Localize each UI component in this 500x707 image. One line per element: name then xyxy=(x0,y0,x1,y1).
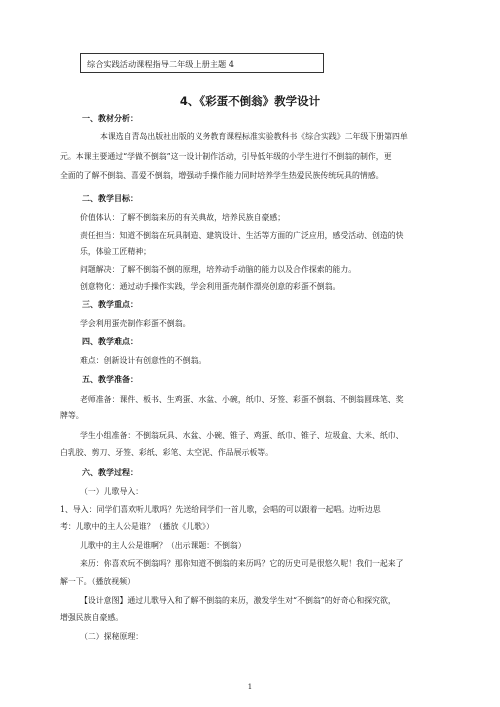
header-box: 综合实践活动课程指导二年级上册主题 4 xyxy=(80,53,324,73)
s1-line-2: 元。本课主要通过“学做不倒翁”这一设计制作活动，引导低年级的小学生进行不倒翁的制作，更 xyxy=(60,152,392,161)
section-6-heading: 六、教学过程： xyxy=(82,468,138,477)
s2-line-5: 创意物化：通过动手操作实践，学会利用蛋壳制作漂亮创意的彩蛋不倒翁。 xyxy=(80,282,341,291)
s1-line-1: 本课选自青岛出版社出版的义务教育课程标准实验教科书《综合实践》二年级下册第四单 xyxy=(100,132,408,141)
s1-line-3: 全面的了解不倒翁、喜爱不倒翁，增强动手操作能力同时培养学生热爱民族传统玩具的情感。 xyxy=(60,171,384,180)
section-5-heading: 五、教学准备： xyxy=(82,375,138,384)
s5-line-3: 学生小组准备：不倒翁玩具、水盆、小碗、锥子、鸡蛋、纸巾、锥子、垃圾盒、大米、纸巾、 xyxy=(80,431,404,440)
s2-line-2: 责任担当：知道不倒翁在玩具制造、建筑设计、生活等方面的广泛应用，感受活动、创造的快 xyxy=(80,231,404,240)
s6-line-6: 解一下。（播放视频） xyxy=(60,577,135,586)
s6-line-5: 来历：你喜欢玩不倒翁吗？那你知道不倒翁的来历吗？它的历史可是很悠久呢！我们一起来了 xyxy=(80,559,404,568)
s5-line-4: 白乳胶、剪刀、牙签、彩纸、彩笔、太空泥、作品展示板等。 xyxy=(60,448,274,457)
s2-line-1: 价值体认：了解不倒翁来历的有关典故，培养民族自豪感； xyxy=(80,213,286,222)
s5-line-2: 牌等。 xyxy=(60,411,84,420)
page-number: 1 xyxy=(247,683,253,691)
s6-line-2: 1、导入：同学们喜欢听儿歌吗？先送给同学们一首儿歌，会唱的可以跟着一起唱。边听边思 xyxy=(60,505,381,514)
s6-line-9: （二）探秘原理： xyxy=(80,632,144,641)
s2-line-3: 乐，体验工匠精神； xyxy=(80,247,152,256)
s3-line-1: 学会利用蛋壳制作彩蛋不倒翁。 xyxy=(80,319,191,328)
s6-line-3: 考：儿歌中的主人公是谁？（播放《儿歌》） xyxy=(60,522,214,531)
s6-line-7: 【设计意图】通过儿歌导入和了解不倒翁的来历，激发学生对“不倒翁”的好奇心和探究欲， xyxy=(80,596,396,605)
s5-line-1: 老师准备：课件、板书、生鸡蛋、水盆、小碗，纸巾、牙签、彩蛋不倒翁、不倒翁圆珠笔、奖 xyxy=(80,395,404,404)
s2-line-4: 问题解决：了解不倒翁不倒的原理，培养动手动脑的能力以及合作探索的能力。 xyxy=(80,265,357,274)
section-3-heading: 三、教学重点： xyxy=(82,300,138,309)
s6-line-1: （一）儿歌导入： xyxy=(80,487,144,496)
section-1-heading: 一、教材分析： xyxy=(82,114,138,123)
section-2-heading: 二、教学目标： xyxy=(82,194,138,203)
s4-line-1: 难点：创新设计有创意性的不倒翁。 xyxy=(80,356,207,365)
s6-line-8: 增强民族自豪感。 xyxy=(60,613,124,622)
document-title: 4、《彩蛋不倒翁》教学设计 xyxy=(179,94,321,108)
section-4-heading: 四、教学难点： xyxy=(82,337,138,346)
s6-line-4: 儿歌中的主人公是谁啊？（出示课题：不倒翁） xyxy=(80,541,246,550)
